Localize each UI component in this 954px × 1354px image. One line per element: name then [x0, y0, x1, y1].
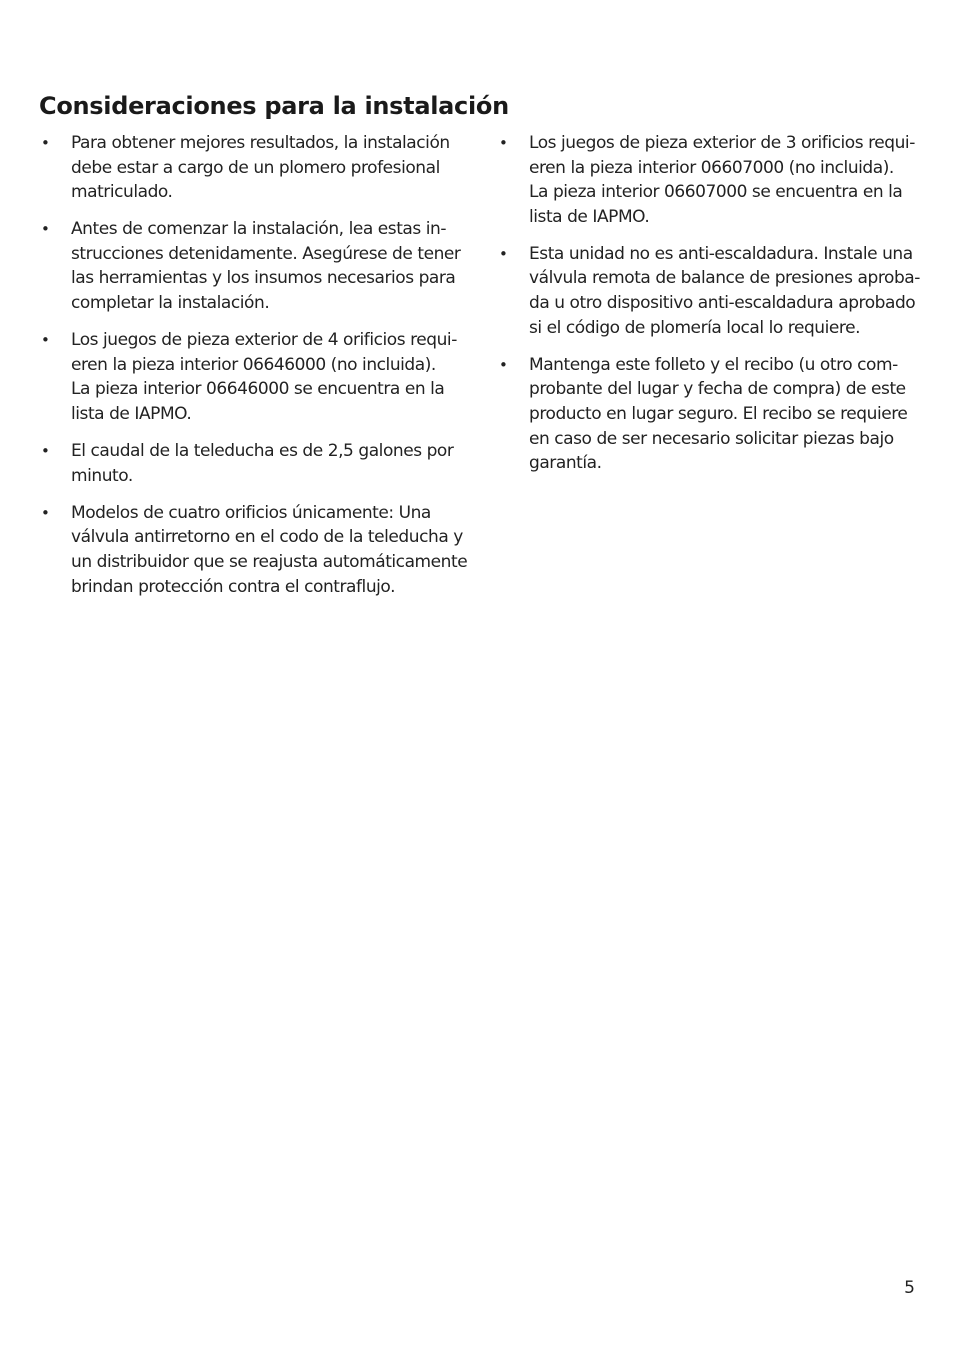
- bullet-icon: •: [41, 331, 50, 350]
- page-number: 5: [904, 1278, 915, 1298]
- text-line: Esta unidad no es anti-escaldadura. Instale una: [529, 243, 913, 264]
- list-item: [497, 131, 927, 229]
- text-line: Para obtener mejores resultados, la instalación: [71, 133, 450, 153]
- text-line: probante del lugar y fecha de compra) de este: [529, 379, 906, 400]
- text-line: La pieza interior 06646000 se encuentra en la: [71, 379, 445, 400]
- text-line: completar la instalación.: [71, 293, 270, 314]
- bullet-icon: •: [41, 220, 50, 239]
- text-line: minuto.: [71, 465, 133, 486]
- text-line: lista de IAPMO.: [71, 403, 192, 424]
- text-line: en caso de ser necesario solicitar piezas bajo: [529, 428, 894, 449]
- bullet-icon: •: [41, 503, 50, 522]
- text-line: Los juegos de pieza exterior de 4 orificios requi-: [71, 330, 457, 351]
- text-line: eren la pieza interior 06607000 (no incluida).: [529, 157, 894, 178]
- list-item: [39, 439, 469, 488]
- text-line: brindan protección contra el contraflujo.: [71, 576, 396, 597]
- bullet-icon: •: [41, 134, 50, 152]
- bullet-icon: •: [41, 442, 50, 461]
- text-line: Los juegos de pieza exterior de 3 orificios requi-: [529, 133, 915, 153]
- text-line: lista de IAPMO.: [529, 206, 650, 227]
- text-line: válvula remota de balance de presiones aproba-: [529, 268, 920, 289]
- text-line: Antes de comenzar la instalación, lea estas in-: [71, 219, 447, 240]
- list-item: [497, 353, 927, 476]
- left-column-list: [39, 131, 469, 612]
- page-title: Consideraciones para la instalación: [39, 92, 509, 120]
- text-line: El caudal de la teleducha es de 2,5 galones por: [71, 441, 454, 462]
- text-line: debe estar a cargo de un plomero profesional: [71, 157, 440, 178]
- text-line: un distribuidor que se reajusta automáticamente: [71, 551, 468, 572]
- list-item: [39, 217, 469, 315]
- text-line: si el código de plomería local lo requiere.: [529, 317, 861, 338]
- list-item: [497, 242, 927, 340]
- text-line: eren la pieza interior 06646000 (no incluida).: [71, 354, 436, 375]
- list-item: [39, 501, 469, 599]
- text-line: Modelos de cuatro orificios únicamente: Una: [71, 502, 431, 523]
- list-item: [39, 131, 469, 205]
- text-line: las herramientas y los insumos necesarios para: [71, 268, 456, 289]
- text-line: Mantenga este folleto y el recibo (u otro com-: [529, 354, 898, 375]
- text-line: válvula antirretorno en el codo de la teleducha y: [71, 527, 463, 548]
- text-line: producto en lugar seguro. El recibo se requiere: [529, 403, 908, 424]
- bullet-icon: •: [499, 244, 508, 263]
- text-line: garantía.: [529, 453, 602, 474]
- right-column-list: [497, 131, 927, 488]
- text-line: La pieza interior 06607000 se encuentra en la: [529, 182, 903, 203]
- list-item: [39, 328, 469, 426]
- bullet-icon: •: [499, 134, 508, 152]
- bullet-icon: •: [499, 355, 508, 374]
- text-line: matriculado.: [71, 182, 173, 203]
- text-line: da u otro dispositivo anti-escaldadura aprobado: [529, 293, 916, 314]
- text-line: strucciones detenidamente. Asegúrese de tener: [71, 243, 461, 264]
